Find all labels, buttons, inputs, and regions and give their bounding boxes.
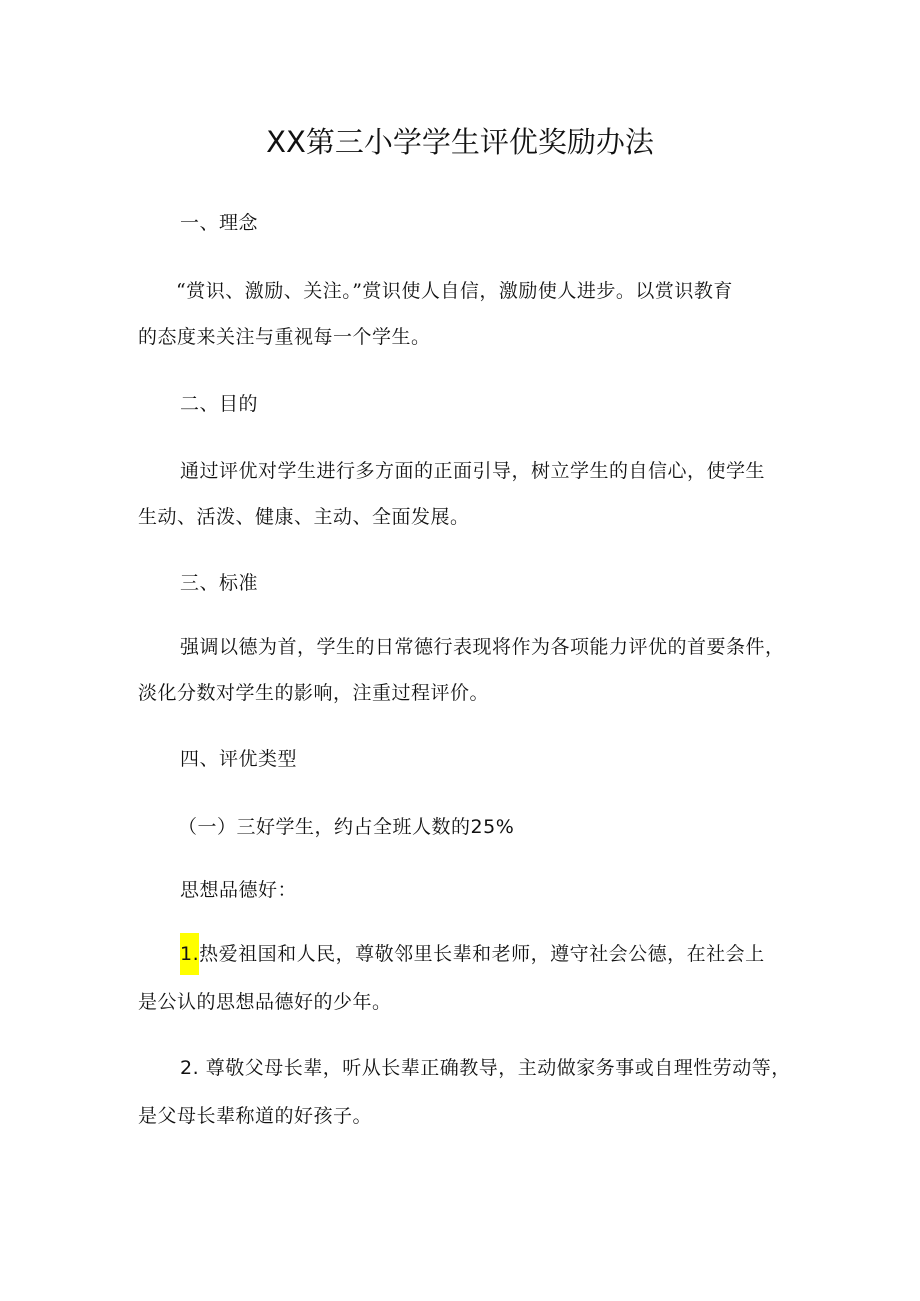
paragraph-concept-line2: 的态度来关注与重视每一个学生。 <box>138 326 431 348</box>
paragraph-purpose-line1: 通过评优对学生进行多方面的正面引导，树立学生的自信心，使学生 <box>180 460 766 482</box>
section-heading-standard: 三、标准 <box>180 572 259 594</box>
list-item-2-number: 2. <box>180 1057 200 1079</box>
list-item-1-text: 热爱祖国和人民，尊敬邻里长辈和老师，遵守社会公德，在社会上 <box>199 943 765 965</box>
paragraph-standard-line2: 淡化分数对学生的影响，注重过程评价。 <box>138 682 490 704</box>
subsection-three-good-students <box>178 814 514 840</box>
section-heading-purpose: 二、目的 <box>180 393 259 415</box>
paragraph-concept-line1: “赏识、激励、关注。”赏识使人自信，激励使人进步。以赏识教育 <box>176 280 733 302</box>
section-heading-award-types: 四、评优类型 <box>180 748 298 770</box>
subsection-text: （一）三好学生，约占全班人数的 <box>178 816 471 838</box>
section-heading-concept: 一、理念 <box>180 212 259 234</box>
list-item-2-text: 尊敬父母长辈，听从长辈正确教导，主动做家务事或自理性劳动等， <box>205 1057 791 1079</box>
list-item-1-line1 <box>180 941 765 967</box>
document-title: XX第三小学学生评优奖励办法 <box>266 125 654 159</box>
percentage-value: 25% <box>470 816 515 838</box>
moral-heading: 思想品德好： <box>180 879 298 901</box>
list-item-1-line2: 是公认的思想品德好的少年。 <box>138 991 392 1013</box>
paragraph-standard-line1: 强调以德为首，学生的日常德行表现将作为各项能力评优的首要条件， <box>180 636 785 658</box>
list-item-2-line2: 是父母长辈称道的好孩子。 <box>138 1105 373 1127</box>
list-item-2-line1 <box>180 1055 791 1081</box>
highlighted-item-number: 1. <box>180 933 199 975</box>
paragraph-purpose-line2: 生动、活泼、健康、主动、全面发展。 <box>138 506 470 528</box>
